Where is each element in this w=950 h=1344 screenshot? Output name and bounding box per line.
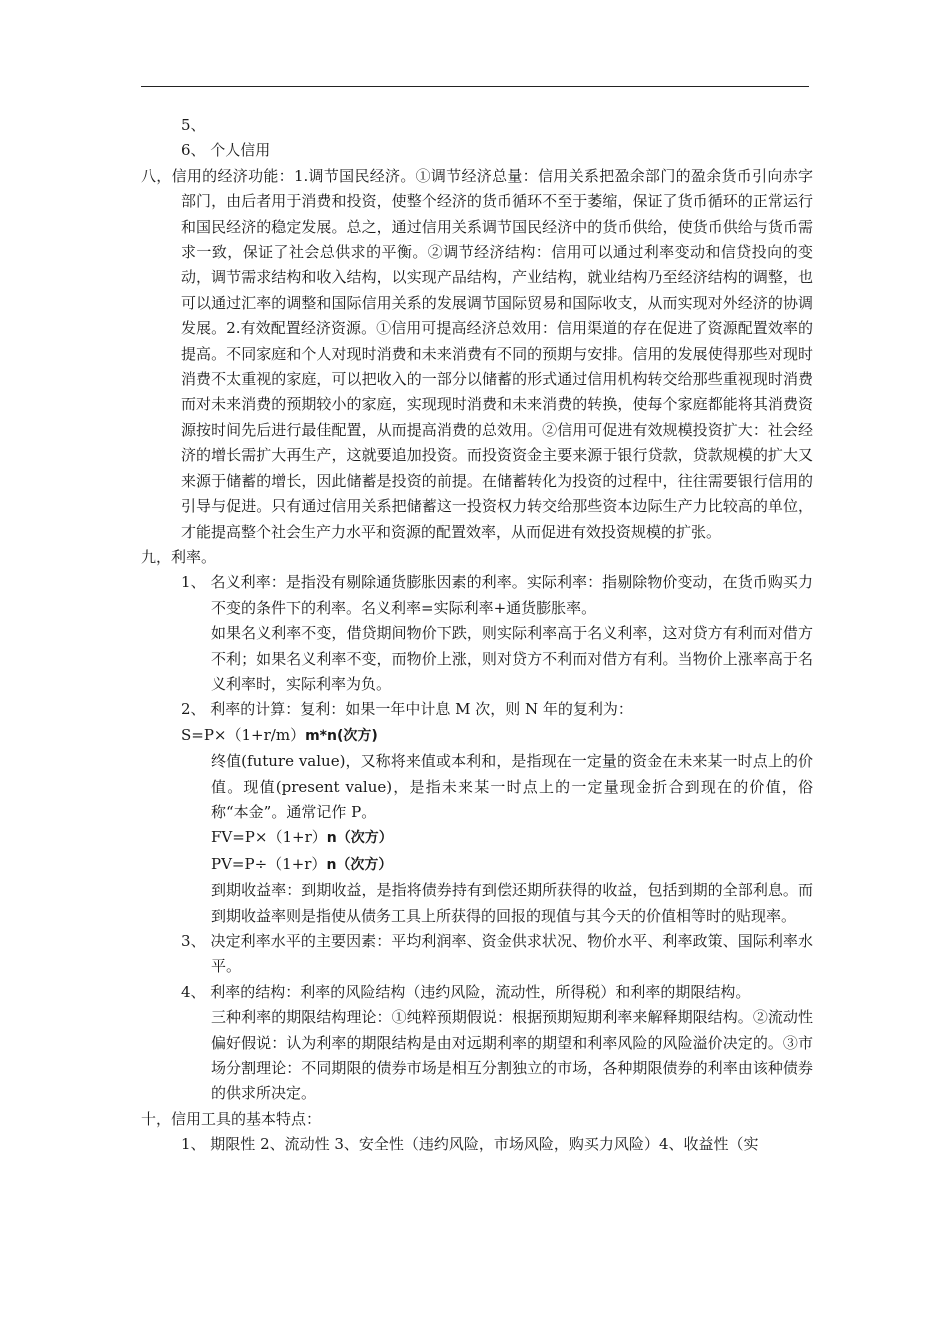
paragraph: 到期收益率：到期收益，是指将债券持有到偿还期所获得的收益，包括到期的全部利息。而到期收益率则是指使从债务工具上所获得的回报的现值与其今天的价值相等时的贴现率。 [211, 881, 813, 925]
list-item: 6、 个人信用 [181, 141, 271, 160]
list-item: 1、 名义利率：是指没有剔除通货膨胀因素的利率。实际利率：指剔除物价变动，在货币购买力不变的条件下的利率。名义利率=实际利率+通货膨胀率。 [181, 573, 813, 617]
list-item: 5、 [181, 116, 206, 134]
header-rule [141, 86, 809, 87]
formula-compound-interest: S=P×（1+r/m）m*n(次方) [181, 725, 378, 744]
section-9-title: 九，利率。 [141, 547, 217, 566]
formula-pv: PV=P÷（1+r）n（次方） [211, 854, 393, 873]
paragraph: 终值(future value)，又称将来值或本利和，是指现在一定量的资金在未来某一时点上的价值。现值(present value)，是指未来某一时点上的一定量现金折合到现在的价值，俗称“本金”。通常记作 P。 [211, 752, 813, 821]
list-item: 4、 利率的结构：利率的风险结构（违约风险，流动性，所得税）和利率的期限结构。 [181, 982, 751, 1001]
list-item: 1、 期限性 2、流动性 3、安全性（违约风险，市场风险，购买力风险）4、收益性（实 [181, 1135, 759, 1154]
formula-fv: FV=P×（1+r）n（次方） [211, 828, 393, 847]
list-item: 2、 利率的计算：复利：如果一年中计息 M 次，则 N 年的复利为： [181, 700, 633, 719]
section-8-credit-functions: 八，信用的经济功能：1.调节国民经济。①调节经济总量：信用关系把盈余部门的盈余货币引向赤字部门，由后者用于消费和投资，使整个经济的货币循环不至于萎缩，保证了货币循环的正常运行和国民经济的稳定发展。总之，通过信用关系调节国民经济中的货币供给，使货币供给与货币需求一致，保证了社会总供求的平衡。②调节经济结构：信用可以通过利率变动和信贷投向的变动，调节需求结构和收入结构，以实现产品结构，产业结构，就业结构乃至经济结构的调整，也可以通过汇率的调整和国际信用关系的发展调节国际贸易和国际收支，从而实现对外经济的协调发展。2.有效配置经济资源。①信用可提高经济总效用：信用渠道的存在促进了资源配置效率的提高。不同家庭和个人对现时消费和未来消费有不同的预期与安排。信用的发展使得那些对现时消费不太重视的家庭，可以把收入的一部分以储蓄的形式通过信用机构转交给那些重视现时消费而对未来消费的预期较小的家庭，实现现时消费和未来消费的转换，使每个家庭都能将其消费资源按时间先后进行最佳配置，从而提高消费的总效用。②信用可促进有效规模投资扩大：社会经济的增长需扩大再生产，这就要追加投资。而投资资金主要来源于银行贷款，贷款规模的扩大又来源于储蓄的增长，因此储蓄是投资的前提。在储蓄转化为投资的过程中，往往需要银行信用的引导与促进。只有通过信用关系把储蓄这一投资权力转交给那些资本边际生产力比较高的单位，才能提高整个社会生产力水平和资源的配置效率，从而促进有效投资规模的扩张。 [141, 166, 813, 541]
list-item: 3、 决定利率水平的主要因素：平均利润率、资金供求状况、物价水平、利率政策、国际利率水平。 [181, 932, 813, 976]
paragraph: 三种利率的期限结构理论：①纯粹预期假说：根据预期短期利率来解释期限结构。②流动性偏好假说：认为利率的期限结构是由对远期利率的期望和利率风险的风险溢价决定的。③市场分割理论：不同期限的债券市场是相互分割独立的市场，各种期限债券的利率由该种债券的供求所决定。 [211, 1008, 813, 1103]
document-body [141, 113, 813, 1158]
paragraph: 如果名义利率不变，借贷期间物价下跌，则实际利率高于名义利率，这对贷方有利而对借方不利；如果名义利率不变，而物价上涨，则对贷方不利而对借方有利。当物价上涨率高于名义利率时，实际利率为负。 [211, 624, 813, 693]
section-10-title: 十，信用工具的基本特点： [141, 1109, 322, 1128]
